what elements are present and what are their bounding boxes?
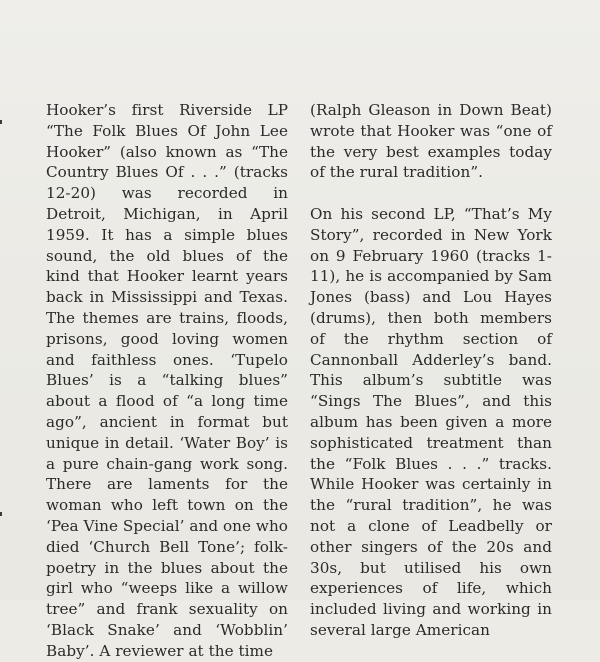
right-paragraph-2: On his second LP, “That’s My Story”, recorded in New York on 9 February 1960 (tracks 1-11), he is accompanied by Sam Jones (bass) and Lou Hayes (drums), then both members of the rhythm section of Cannonball Adderley’s band. This album’s subtitle was “Sings The Blues”, and this album has been given a more sophisticated treatment than the “Folk Blues . . .” tracks. While Hooker was certainly in the “rural tradition”, he was not a clone of Leadbelly or other singers of the 20s and 30s, but utilised his own experiences of life, which included living and working in several large American bbox=[310, 204, 552, 639]
page-edge-mark bbox=[0, 512, 2, 516]
right-paragraph-1: (Ralph Gleason in Down Beat) wrote that Hooker was “one of the very best examples today of the rural tradition”. bbox=[310, 101, 552, 182]
page-edge-mark bbox=[0, 120, 2, 124]
left-paragraph: Hooker’s first Riverside LP “The Folk Blues Of John Lee Hooker” (also known as “The Country Blues Of . . .” (tracks 12-20) was recorded in Detroit, Michigan, in April 1959. It has a simple blues sound, the old blues of the kind that Hooker learnt years back in Mississippi and Texas. The themes are trains, floods, prisons, good loving women and faithless ones. ‘Tupelo Blues’ is a “talking blues” about a flood of “a long time ago”, ancient in format but unique in detail. ‘Water Boy’ is a pure chain-gang work song. There are laments for the woman who left town on the ‘Pea Vine Special’ and one who died ‘Church Bell Tone’; folk-poetry in the blues about the girl who “weeps like a willow tree” and frank sexuality on ‘Black Snake’ and ‘Wobblin’ Baby’. A reviewer at the time bbox=[46, 101, 288, 660]
left-text-column bbox=[46, 100, 288, 662]
right-text-column bbox=[310, 100, 552, 641]
